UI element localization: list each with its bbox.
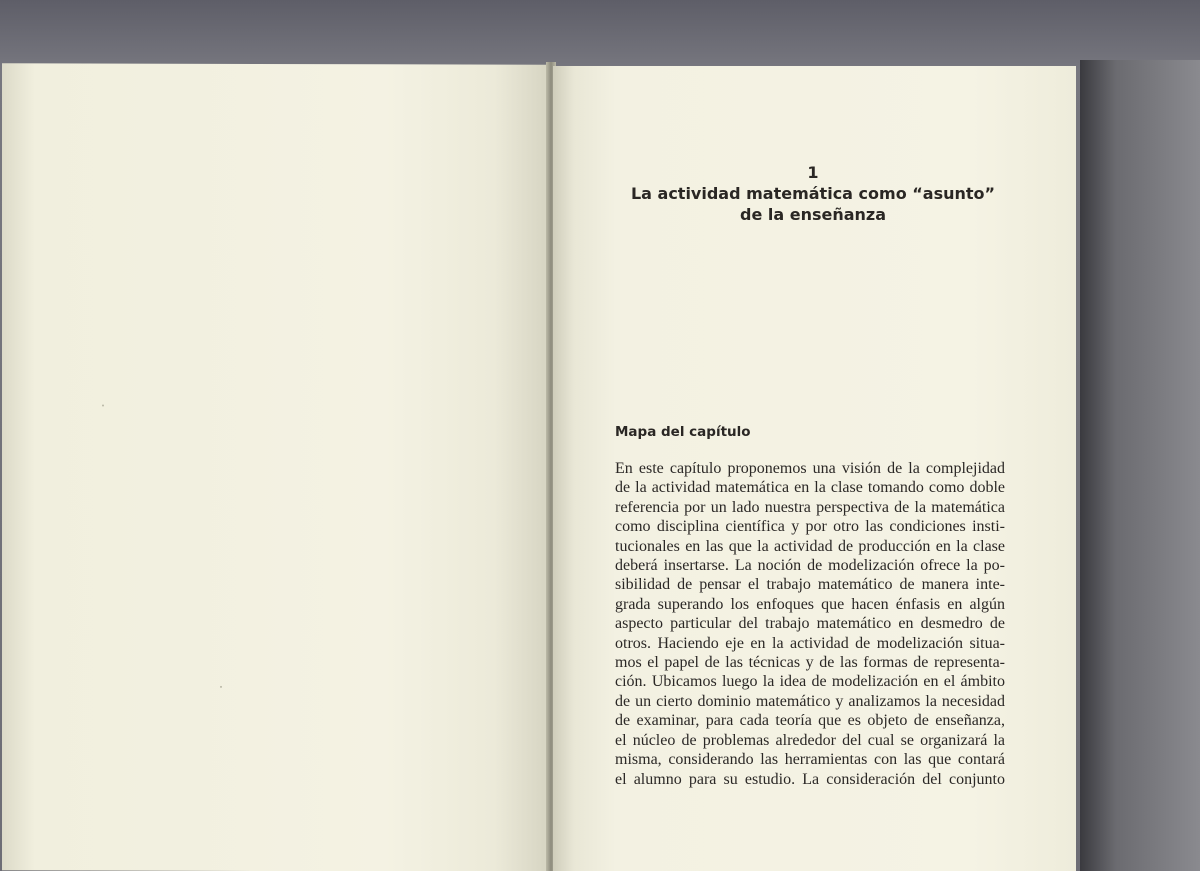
body-line: grada superando los enfoques que hacen énfasis en algún <box>615 595 1005 613</box>
body-line: de la actividad matemática en la clase tomando como doble <box>615 479 1005 497</box>
body-line: otros. Haciendo eje en la actividad de modelización situa- <box>615 634 1005 652</box>
body-line: aspecto particular del trabajo matemático en desmedro de <box>615 615 1005 633</box>
chapter-title-line-1: La actividad matemática como “asunto” <box>630 184 996 203</box>
section-title: Mapa del capítulo <box>615 424 751 440</box>
chapter-number: 1 <box>807 163 819 182</box>
body-line: mos el papel de las técnicas y de las formas de representa- <box>615 654 1005 672</box>
chapter-title-line-2: de la enseñanza <box>739 205 887 224</box>
body-line: de examinar, para cada teoría que es objeto de enseñanza, <box>615 712 1005 730</box>
body-line: misma, considerando las herramientas con las que contará <box>615 751 1005 769</box>
scanner-background <box>1080 60 1200 871</box>
body-line: sibilidad de pensar el trabajo matemático de manera inte- <box>615 576 1005 594</box>
paper-speck <box>102 405 104 407</box>
paper-speck <box>220 686 222 688</box>
body-line: En este capítulo proponemos una visión de la complejidad <box>615 460 1005 477</box>
left-page-blank <box>2 63 549 871</box>
body-line: tucionales en las que la actividad de producción en la clase <box>615 537 1005 555</box>
right-page <box>553 66 1076 871</box>
chapter-heading <box>613 162 1013 225</box>
body-line: de un cierto dominio matemático y analizamos la necesidad <box>615 692 1005 710</box>
body-line: deberá insertarse. La noción de modelización ofrece la po- <box>615 557 1005 575</box>
body-line: el núcleo de problemas alrededor del cual se organizará la <box>615 731 1005 749</box>
body-line: el alumno para su estudio. La consideración del conjunto <box>615 770 1005 788</box>
body-line: como disciplina científica y por otro las condiciones insti- <box>615 518 1005 536</box>
body-line: ción. Ubicamos luego la idea de modelización en el ámbito <box>615 673 1005 691</box>
body-line: referencia por un lado nuestra perspectiva de la matemática <box>615 498 1005 516</box>
body-paragraph <box>615 459 1005 789</box>
